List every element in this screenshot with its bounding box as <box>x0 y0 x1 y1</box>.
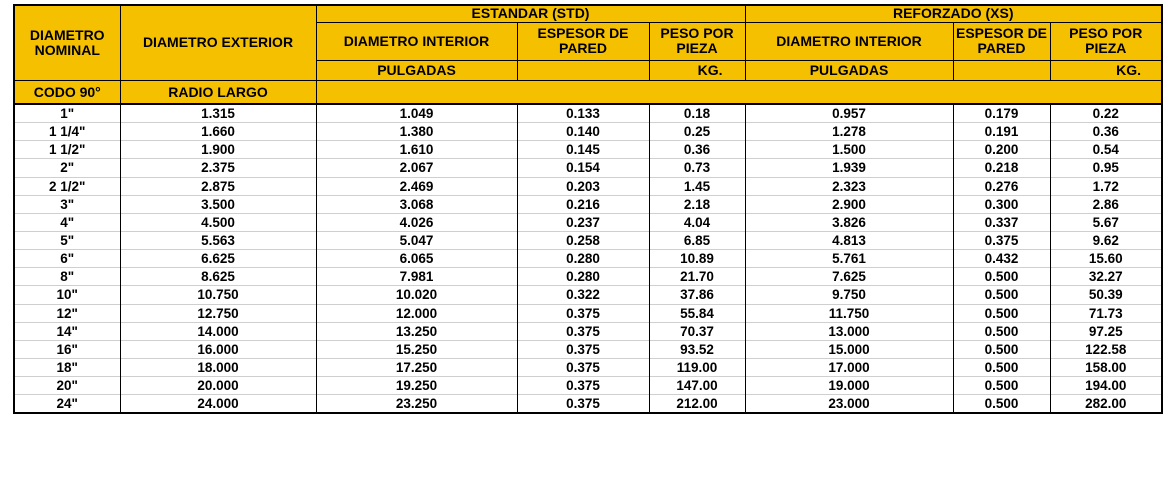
cell-diametro-nominal: 1 1/4" <box>14 123 120 141</box>
table-row <box>14 322 1162 340</box>
header-std-peso: PESO POR PIEZA <box>649 22 745 60</box>
cell-std-diametro-interior: 13.250 <box>316 322 517 340</box>
cell-xs-diametro-interior: 13.000 <box>745 322 953 340</box>
cell-xs-peso: 282.00 <box>1050 395 1162 414</box>
cell-std-espesor: 0.280 <box>517 268 649 286</box>
cell-std-espesor: 0.133 <box>517 104 649 123</box>
header-reforzado: REFORZADO (XS) <box>745 5 1162 22</box>
table-row <box>14 340 1162 358</box>
cell-diametro-nominal: 1" <box>14 104 120 123</box>
cell-xs-peso: 2.86 <box>1050 195 1162 213</box>
table-row <box>14 377 1162 395</box>
table-row <box>14 286 1162 304</box>
cell-diametro-exterior: 3.500 <box>120 195 316 213</box>
cell-diametro-nominal: 14" <box>14 322 120 340</box>
cell-std-diametro-interior: 12.000 <box>316 304 517 322</box>
cell-diametro-exterior: 20.000 <box>120 377 316 395</box>
cell-diametro-nominal: 20" <box>14 377 120 395</box>
cell-xs-espesor: 0.218 <box>953 159 1050 177</box>
cell-xs-espesor: 0.375 <box>953 231 1050 249</box>
header-xs-unit-pulgadas: PULGADAS <box>745 60 953 80</box>
cell-std-diametro-interior: 2.067 <box>316 159 517 177</box>
cell-std-diametro-interior: 4.026 <box>316 213 517 231</box>
table-row <box>14 304 1162 322</box>
cell-xs-espesor: 0.276 <box>953 177 1050 195</box>
cell-std-peso: 55.84 <box>649 304 745 322</box>
cell-diametro-nominal: 2" <box>14 159 120 177</box>
table-row <box>14 395 1162 414</box>
cell-std-peso: 119.00 <box>649 358 745 376</box>
cell-xs-peso: 122.58 <box>1050 340 1162 358</box>
header-std-espesor: ESPESOR DE PARED <box>517 22 649 60</box>
header-diametro-exterior: DIAMETRO EXTERIOR <box>120 5 316 80</box>
cell-std-espesor: 0.237 <box>517 213 649 231</box>
cell-std-espesor: 0.258 <box>517 231 649 249</box>
cell-xs-diametro-interior: 23.000 <box>745 395 953 414</box>
cell-xs-espesor: 0.500 <box>953 358 1050 376</box>
cell-diametro-exterior: 12.750 <box>120 304 316 322</box>
cell-std-diametro-interior: 6.065 <box>316 250 517 268</box>
cell-diametro-nominal: 8" <box>14 268 120 286</box>
cell-xs-peso: 194.00 <box>1050 377 1162 395</box>
cell-diametro-nominal: 2 1/2" <box>14 177 120 195</box>
cell-std-espesor: 0.375 <box>517 358 649 376</box>
cell-xs-diametro-interior: 1.500 <box>745 141 953 159</box>
cell-std-diametro-interior: 5.047 <box>316 231 517 249</box>
cell-diametro-nominal: 12" <box>14 304 120 322</box>
cell-diametro-nominal: 18" <box>14 358 120 376</box>
cell-xs-diametro-interior: 0.957 <box>745 104 953 123</box>
header-xs-unit-kg: KG. <box>1050 60 1162 80</box>
cell-xs-diametro-interior: 1.278 <box>745 123 953 141</box>
cell-diametro-exterior: 24.000 <box>120 395 316 414</box>
cell-std-espesor: 0.375 <box>517 377 649 395</box>
cell-std-peso: 0.18 <box>649 104 745 123</box>
cell-xs-diametro-interior: 4.813 <box>745 231 953 249</box>
cell-xs-diametro-interior: 9.750 <box>745 286 953 304</box>
cell-xs-peso: 97.25 <box>1050 322 1162 340</box>
cell-std-peso: 37.86 <box>649 286 745 304</box>
cell-std-peso: 21.70 <box>649 268 745 286</box>
header-std-unit-empty <box>517 60 649 80</box>
cell-xs-peso: 0.22 <box>1050 104 1162 123</box>
cell-xs-peso: 9.62 <box>1050 231 1162 249</box>
cell-std-peso: 4.04 <box>649 213 745 231</box>
cell-xs-espesor: 0.500 <box>953 286 1050 304</box>
label-codo: CODO 90° <box>14 80 120 104</box>
cell-diametro-exterior: 8.625 <box>120 268 316 286</box>
cell-std-peso: 93.52 <box>649 340 745 358</box>
table-row <box>14 358 1162 376</box>
cell-diametro-nominal: 3" <box>14 195 120 213</box>
cell-std-peso: 1.45 <box>649 177 745 195</box>
cell-std-espesor: 0.203 <box>517 177 649 195</box>
cell-xs-peso: 50.39 <box>1050 286 1162 304</box>
header-diametro-nominal: DIAMETRO NOMINAL <box>14 5 120 80</box>
cell-xs-espesor: 0.337 <box>953 213 1050 231</box>
cell-xs-peso: 5.67 <box>1050 213 1162 231</box>
cell-std-espesor: 0.322 <box>517 286 649 304</box>
cell-std-espesor: 0.154 <box>517 159 649 177</box>
cell-diametro-nominal: 5" <box>14 231 120 249</box>
cell-std-diametro-interior: 10.020 <box>316 286 517 304</box>
header-estandar: ESTANDAR (STD) <box>316 5 745 22</box>
pipe-elbow-table <box>13 4 1163 414</box>
cell-xs-espesor: 0.191 <box>953 123 1050 141</box>
cell-diametro-exterior: 16.000 <box>120 340 316 358</box>
cell-std-diametro-interior: 2.469 <box>316 177 517 195</box>
cell-xs-espesor: 0.500 <box>953 268 1050 286</box>
cell-xs-peso: 32.27 <box>1050 268 1162 286</box>
cell-xs-espesor: 0.500 <box>953 377 1050 395</box>
cell-xs-espesor: 0.179 <box>953 104 1050 123</box>
pipe-elbow-table-container <box>13 4 1163 414</box>
cell-std-espesor: 0.375 <box>517 395 649 414</box>
cell-xs-diametro-interior: 5.761 <box>745 250 953 268</box>
cell-std-peso: 2.18 <box>649 195 745 213</box>
label-fill <box>316 80 1162 104</box>
cell-xs-peso: 0.54 <box>1050 141 1162 159</box>
cell-diametro-exterior: 18.000 <box>120 358 316 376</box>
cell-std-diametro-interior: 3.068 <box>316 195 517 213</box>
cell-xs-peso: 15.60 <box>1050 250 1162 268</box>
cell-xs-peso: 0.95 <box>1050 159 1162 177</box>
cell-diametro-exterior: 4.500 <box>120 213 316 231</box>
cell-std-diametro-interior: 17.250 <box>316 358 517 376</box>
cell-std-peso: 70.37 <box>649 322 745 340</box>
cell-diametro-nominal: 1 1/2" <box>14 141 120 159</box>
table-row <box>14 123 1162 141</box>
header-std-unit-kg: KG. <box>649 60 745 80</box>
table-row <box>14 159 1162 177</box>
cell-diametro-nominal: 10" <box>14 286 120 304</box>
table-row <box>14 213 1162 231</box>
cell-std-diametro-interior: 19.250 <box>316 377 517 395</box>
header-std-unit-pulgadas: PULGADAS <box>316 60 517 80</box>
cell-diametro-nominal: 4" <box>14 213 120 231</box>
table-row <box>14 231 1162 249</box>
label-radio: RADIO LARGO <box>120 80 316 104</box>
cell-xs-espesor: 0.500 <box>953 340 1050 358</box>
cell-diametro-exterior: 2.875 <box>120 177 316 195</box>
cell-xs-diametro-interior: 2.323 <box>745 177 953 195</box>
cell-diametro-nominal: 24" <box>14 395 120 414</box>
cell-xs-espesor: 0.300 <box>953 195 1050 213</box>
cell-xs-diametro-interior: 17.000 <box>745 358 953 376</box>
cell-std-diametro-interior: 7.981 <box>316 268 517 286</box>
cell-xs-diametro-interior: 15.000 <box>745 340 953 358</box>
cell-std-diametro-interior: 1.610 <box>316 141 517 159</box>
cell-diametro-exterior: 1.660 <box>120 123 316 141</box>
cell-diametro-nominal: 16" <box>14 340 120 358</box>
cell-xs-diametro-interior: 1.939 <box>745 159 953 177</box>
cell-std-peso: 0.36 <box>649 141 745 159</box>
table-row <box>14 268 1162 286</box>
cell-xs-diametro-interior: 2.900 <box>745 195 953 213</box>
cell-xs-diametro-interior: 11.750 <box>745 304 953 322</box>
cell-xs-espesor: 0.500 <box>953 395 1050 414</box>
cell-xs-espesor: 0.432 <box>953 250 1050 268</box>
cell-diametro-exterior: 6.625 <box>120 250 316 268</box>
cell-std-espesor: 0.145 <box>517 141 649 159</box>
header-std-diametro-interior: DIAMETRO INTERIOR <box>316 22 517 60</box>
header-xs-peso: PESO POR PIEZA <box>1050 22 1162 60</box>
cell-std-espesor: 0.375 <box>517 304 649 322</box>
cell-std-diametro-interior: 1.380 <box>316 123 517 141</box>
cell-std-diametro-interior: 23.250 <box>316 395 517 414</box>
cell-diametro-nominal: 6" <box>14 250 120 268</box>
table-body <box>14 104 1162 413</box>
cell-xs-peso: 1.72 <box>1050 177 1162 195</box>
header-xs-espesor: ESPESOR DE PARED <box>953 22 1050 60</box>
table-row <box>14 104 1162 123</box>
cell-std-peso: 0.73 <box>649 159 745 177</box>
cell-std-espesor: 0.375 <box>517 340 649 358</box>
cell-std-espesor: 0.216 <box>517 195 649 213</box>
cell-diametro-exterior: 1.315 <box>120 104 316 123</box>
cell-std-espesor: 0.280 <box>517 250 649 268</box>
cell-diametro-exterior: 10.750 <box>120 286 316 304</box>
header-xs-diametro-interior: DIAMETRO INTERIOR <box>745 22 953 60</box>
cell-xs-peso: 0.36 <box>1050 123 1162 141</box>
table-row <box>14 195 1162 213</box>
cell-xs-peso: 71.73 <box>1050 304 1162 322</box>
cell-xs-peso: 158.00 <box>1050 358 1162 376</box>
cell-std-peso: 6.85 <box>649 231 745 249</box>
cell-std-peso: 147.00 <box>649 377 745 395</box>
header-xs-unit-empty <box>953 60 1050 80</box>
cell-std-peso: 212.00 <box>649 395 745 414</box>
cell-std-diametro-interior: 15.250 <box>316 340 517 358</box>
cell-xs-espesor: 0.500 <box>953 322 1050 340</box>
cell-diametro-exterior: 2.375 <box>120 159 316 177</box>
cell-std-diametro-interior: 1.049 <box>316 104 517 123</box>
table-row <box>14 177 1162 195</box>
cell-std-espesor: 0.375 <box>517 322 649 340</box>
cell-std-peso: 10.89 <box>649 250 745 268</box>
cell-xs-diametro-interior: 19.000 <box>745 377 953 395</box>
cell-xs-espesor: 0.500 <box>953 304 1050 322</box>
cell-diametro-exterior: 5.563 <box>120 231 316 249</box>
cell-xs-diametro-interior: 3.826 <box>745 213 953 231</box>
cell-diametro-exterior: 1.900 <box>120 141 316 159</box>
cell-diametro-exterior: 14.000 <box>120 322 316 340</box>
cell-std-espesor: 0.140 <box>517 123 649 141</box>
cell-std-peso: 0.25 <box>649 123 745 141</box>
table-row <box>14 250 1162 268</box>
table-row <box>14 141 1162 159</box>
cell-xs-diametro-interior: 7.625 <box>745 268 953 286</box>
cell-xs-espesor: 0.200 <box>953 141 1050 159</box>
